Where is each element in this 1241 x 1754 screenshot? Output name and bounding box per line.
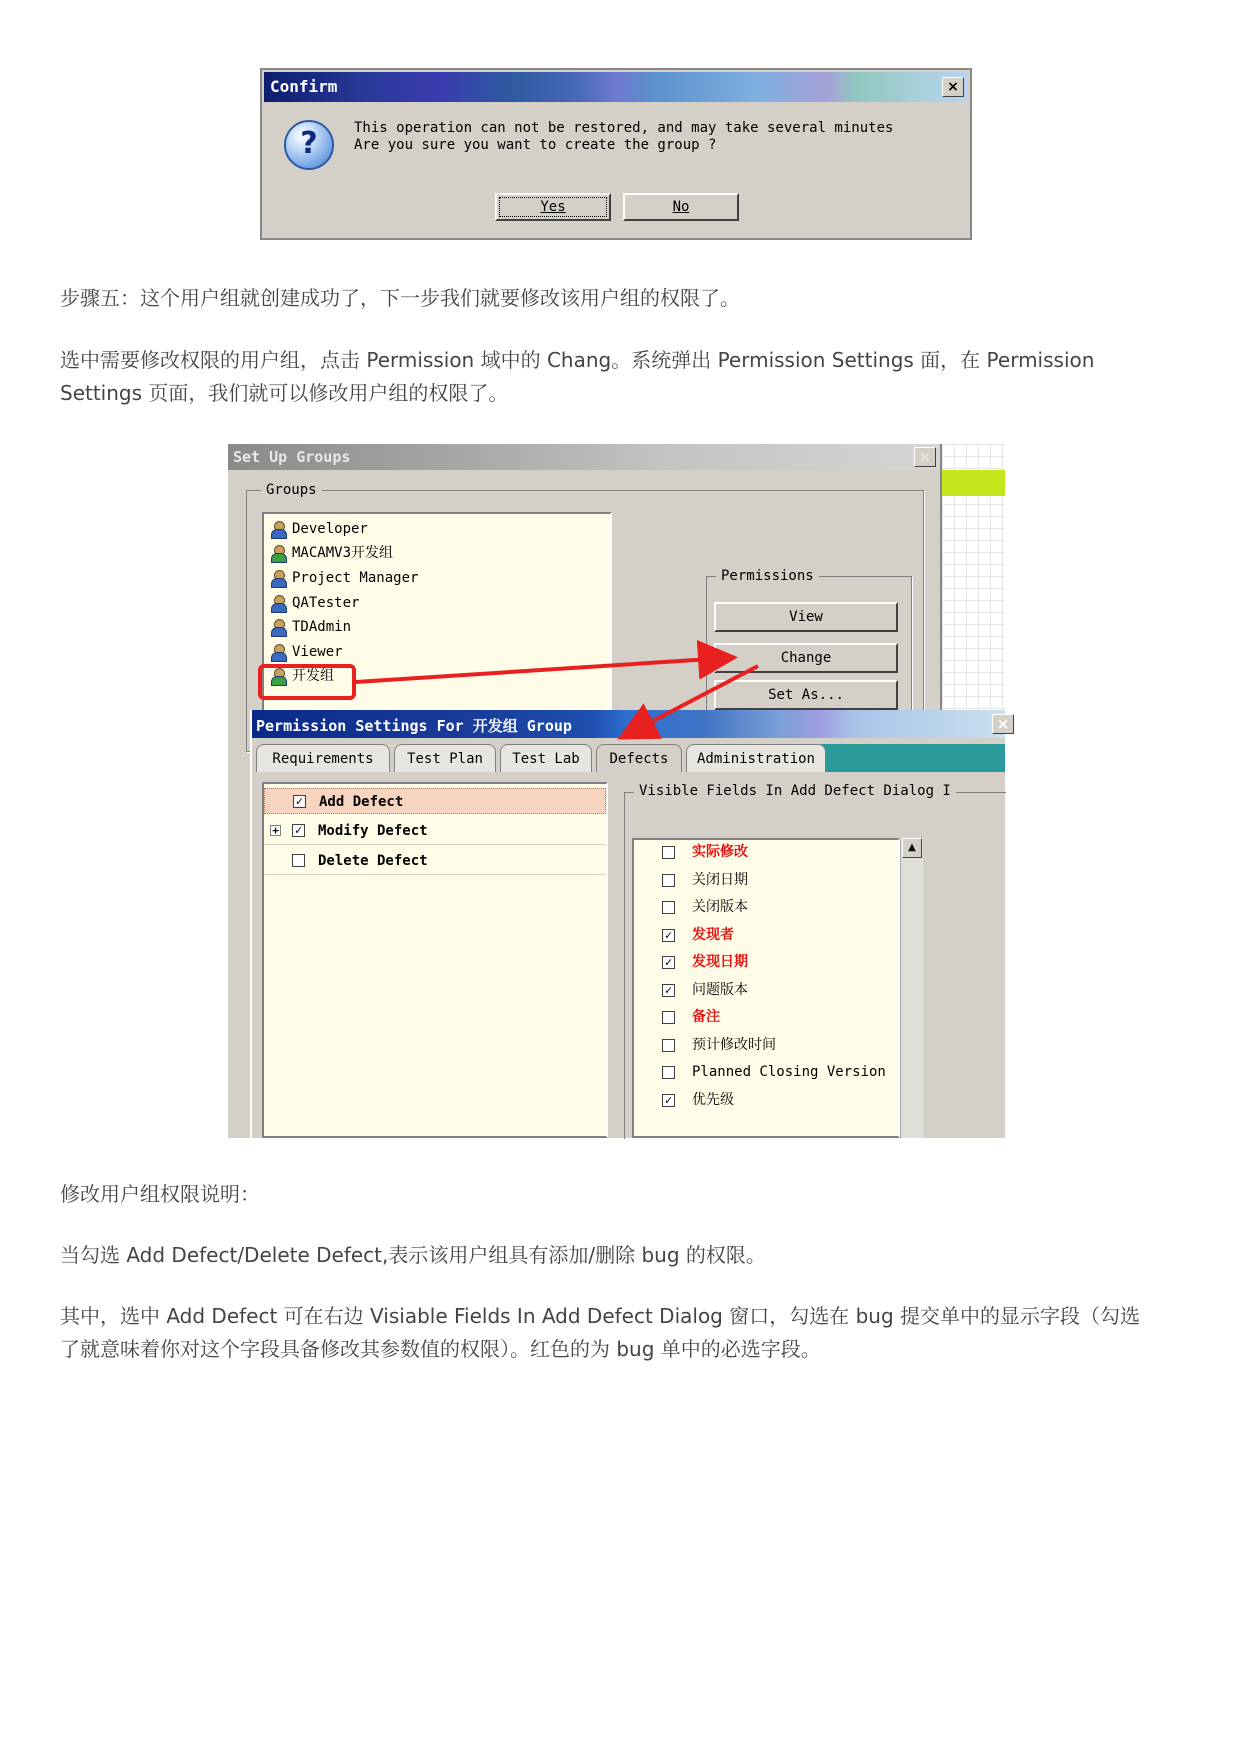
scroll-up-icon[interactable]: ▲ bbox=[902, 838, 922, 858]
groups-list[interactable] bbox=[262, 512, 612, 732]
setup-groups-titlebar[interactable] bbox=[228, 444, 940, 470]
group-name: 开发组 bbox=[292, 668, 334, 684]
group-name: Project Manager bbox=[292, 570, 419, 586]
description-2-line2: 了就意味着你对这个字段具备修改其参数值的权限）。红色的为 bug 单中的必选字段。 bbox=[60, 1337, 821, 1361]
group-name: QATester bbox=[292, 595, 360, 611]
list-item[interactable] bbox=[270, 567, 418, 589]
user-icon bbox=[270, 521, 286, 537]
confirm-message-line1: This operation can not be restored, and may take several minutes bbox=[354, 120, 894, 136]
permission-settings-titlebar[interactable] bbox=[252, 710, 1010, 738]
checkbox[interactable] bbox=[662, 1066, 675, 1079]
list-item[interactable] bbox=[634, 1005, 898, 1030]
table-row[interactable] bbox=[264, 818, 606, 845]
no-button-label: No bbox=[672, 199, 690, 215]
group-name: TDAdmin bbox=[292, 619, 352, 635]
table-row[interactable] bbox=[264, 788, 606, 814]
list-item[interactable] bbox=[270, 518, 368, 540]
change-button[interactable]: Change bbox=[714, 643, 898, 673]
field-label: 发现者 bbox=[692, 926, 734, 943]
user-icon bbox=[270, 595, 286, 611]
list-item[interactable] bbox=[634, 923, 898, 948]
checkbox[interactable]: ✓ bbox=[293, 795, 306, 808]
confirm-titlebar[interactable] bbox=[264, 72, 968, 102]
checkbox[interactable] bbox=[662, 874, 675, 887]
field-label: 问题版本 bbox=[692, 981, 748, 998]
defect-permissions-list[interactable] bbox=[262, 782, 608, 1138]
step5-text: 步骤五：这个用户组就创建成功了，下一步我们就要修改该用户组的权限了。 bbox=[60, 286, 740, 310]
list-item[interactable] bbox=[634, 1060, 898, 1085]
permission-settings-dialog bbox=[250, 710, 1010, 1138]
tab-administration[interactable]: Administration bbox=[686, 744, 826, 772]
field-label: 发现日期 bbox=[692, 954, 748, 970]
select-group-line1: 选中需要修改权限的用户组，点击 Permission 域中的 Chang。系统弹出 Permission Settings 面，在 Permission bbox=[60, 348, 1095, 372]
tab-defects[interactable]: Defects bbox=[596, 744, 682, 772]
group-name: MACAMV3开发组 bbox=[292, 545, 394, 561]
checkbox[interactable] bbox=[662, 901, 675, 914]
no-button[interactable] bbox=[623, 193, 739, 221]
list-item[interactable] bbox=[634, 868, 898, 893]
confirm-message-line2: Are you sure you want to create the group ? bbox=[354, 137, 717, 153]
set-as-button[interactable]: Set As... bbox=[714, 680, 898, 710]
users-icon bbox=[270, 545, 286, 561]
confirm-message bbox=[354, 120, 893, 154]
checkbox[interactable]: ✓ bbox=[292, 824, 305, 837]
description-2 bbox=[60, 1300, 1180, 1366]
group-name: Viewer bbox=[292, 644, 343, 660]
permissions-label: Permissions bbox=[716, 568, 819, 584]
view-button[interactable]: View bbox=[714, 602, 898, 632]
tab-test-lab[interactable]: Test Lab bbox=[500, 744, 592, 772]
visible-fields-label: Visible Fields In Add Defect Dialog I bbox=[634, 783, 956, 799]
tab-test-plan[interactable]: Test Plan bbox=[394, 744, 496, 772]
field-label: 关闭日期 bbox=[692, 871, 748, 888]
checkbox[interactable]: ✓ bbox=[662, 956, 675, 969]
question-icon: ? bbox=[284, 120, 334, 170]
list-item[interactable] bbox=[270, 616, 351, 638]
list-item[interactable] bbox=[634, 1088, 898, 1113]
field-label: 优先级 bbox=[692, 1091, 734, 1108]
checkbox[interactable]: ✓ bbox=[662, 1094, 675, 1107]
groups-label: Groups bbox=[261, 482, 322, 498]
scrollbar[interactable] bbox=[900, 838, 923, 1138]
list-item[interactable] bbox=[270, 592, 359, 614]
close-icon[interactable]: × bbox=[914, 447, 936, 467]
select-group-line2: Settings 页面，我们就可以修改用户组的权限了。 bbox=[60, 381, 509, 405]
users-icon bbox=[270, 668, 286, 684]
expand-icon[interactable]: + bbox=[270, 825, 281, 836]
list-item[interactable] bbox=[270, 542, 393, 564]
tabstrip-background bbox=[797, 744, 1005, 772]
field-label: 预计修改时间 bbox=[692, 1036, 776, 1053]
confirm-title: Confirm bbox=[270, 77, 338, 96]
field-label: 备注 bbox=[692, 1009, 720, 1025]
description-title: 修改用户组权限说明： bbox=[60, 1182, 260, 1206]
close-icon[interactable]: × bbox=[942, 77, 964, 97]
close-icon[interactable]: × bbox=[992, 714, 1014, 734]
description-1: 当勾选 Add Defect/Delete Defect,表示该用户组具有添加/删除 bug 的权限。 bbox=[60, 1243, 766, 1267]
user-icon bbox=[270, 619, 286, 635]
confirm-dialog bbox=[260, 68, 972, 240]
permission-settings-title: Permission Settings For 开发组 Group bbox=[256, 717, 572, 735]
select-group-text bbox=[60, 344, 1180, 410]
field-label: Planned Closing Version bbox=[692, 1064, 886, 1080]
field-label: 实际修改 bbox=[692, 844, 748, 860]
setup-groups-title: Set Up Groups bbox=[233, 448, 351, 466]
defect-permission-label: Add Defect bbox=[319, 794, 404, 810]
visible-fields-list[interactable] bbox=[632, 838, 900, 1138]
table-row[interactable] bbox=[264, 848, 606, 875]
description-2-line1: 其中，选中 Add Defect 可在右边 Visiable Fields In Add Defect Dialog 窗口，勾选在 bug 提交单中的显示字段（勾选 bbox=[60, 1304, 1141, 1328]
background-window-bar bbox=[942, 470, 1005, 496]
yes-button[interactable] bbox=[495, 193, 611, 221]
checkbox[interactable]: ✓ bbox=[662, 984, 675, 997]
field-label: 关闭版本 bbox=[692, 899, 748, 915]
defect-permission-label: Modify Defect bbox=[318, 823, 428, 839]
list-item[interactable] bbox=[634, 895, 898, 920]
list-item[interactable] bbox=[634, 950, 898, 975]
list-item[interactable] bbox=[634, 840, 898, 865]
background-window bbox=[940, 444, 1005, 714]
yes-button-label: Yes bbox=[540, 199, 566, 215]
checkbox[interactable] bbox=[292, 854, 305, 867]
user-icon bbox=[270, 570, 286, 586]
setup-groups-screenshot bbox=[228, 444, 1010, 1138]
list-item[interactable] bbox=[270, 665, 334, 687]
defect-permission-label: Delete Defect bbox=[318, 853, 428, 869]
tab-requirements[interactable]: Requirements bbox=[256, 744, 390, 772]
checkbox[interactable] bbox=[662, 846, 675, 859]
checkbox[interactable]: ✓ bbox=[662, 929, 675, 942]
group-name: Developer bbox=[292, 521, 368, 537]
user-icon bbox=[270, 644, 286, 660]
list-item[interactable] bbox=[634, 1033, 898, 1058]
list-item[interactable] bbox=[634, 978, 898, 1003]
list-item[interactable] bbox=[270, 641, 343, 663]
checkbox[interactable] bbox=[662, 1039, 675, 1052]
checkbox[interactable] bbox=[662, 1011, 675, 1024]
